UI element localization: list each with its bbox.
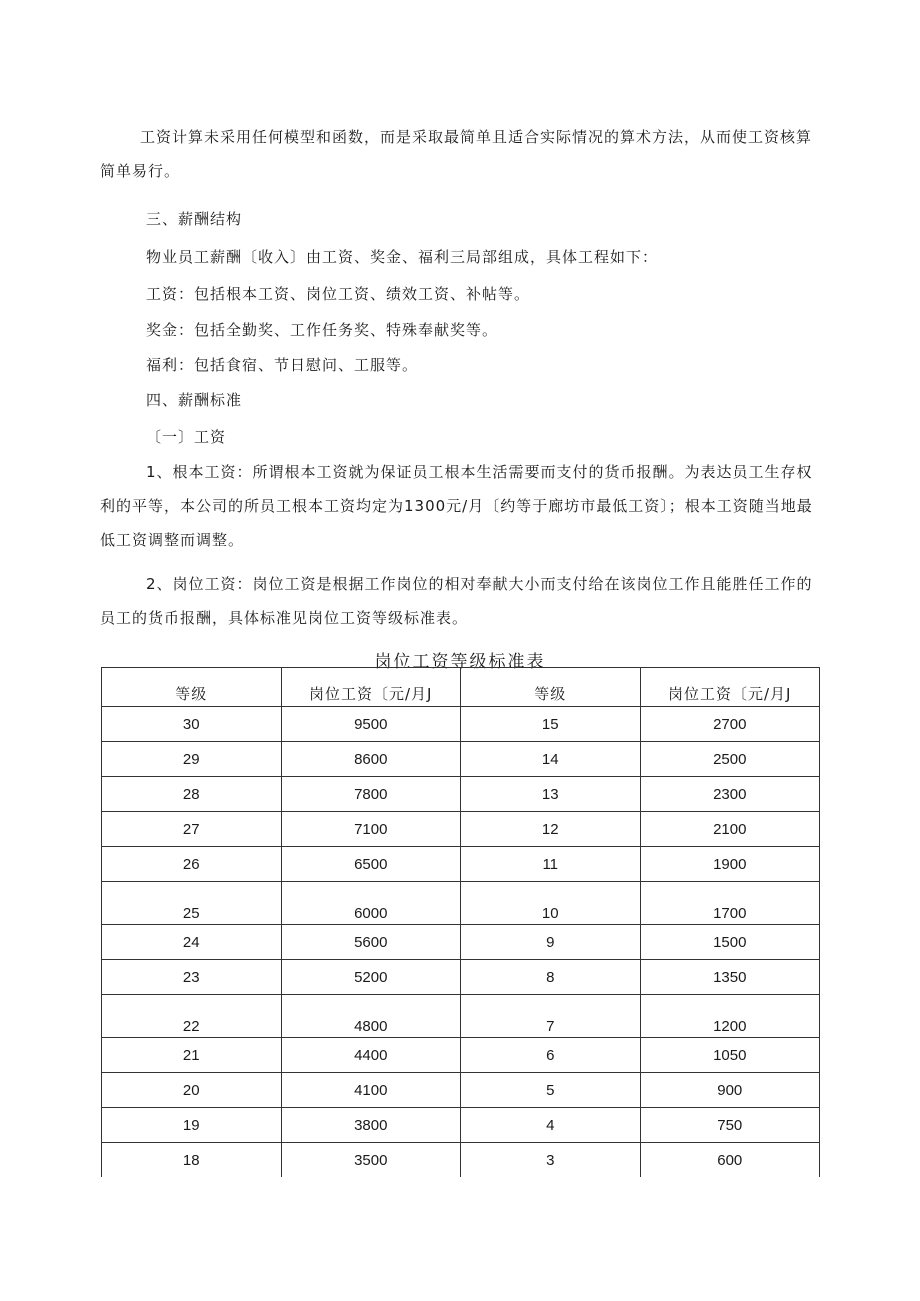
section-4-heading: 四、薪酬标准	[146, 391, 243, 409]
grade-cell: 24	[102, 925, 282, 960]
base-wage-paragraph: 1、根本工资：所谓根本工资就为保证员工根本生活需要而支付的货币报酬。为表达员工生存权利的平等，本公司的所员工根本工资均定为1300元/月〔约等于廊坊市最低工资〕；根本工资随当地最低工资调整而调整。	[100, 463, 813, 549]
table-row	[102, 812, 820, 847]
wage-cell: 5600	[281, 925, 461, 960]
wage-cell: 3500	[281, 1143, 461, 1178]
table-row	[102, 925, 820, 960]
table-row	[102, 1073, 820, 1108]
grade-cell: 23	[102, 960, 282, 995]
grade-cell: 26	[102, 847, 282, 882]
wage-cell: 900	[640, 1073, 820, 1108]
header-position-wage: 岗位工资〔元/月J	[281, 668, 461, 707]
grade-cell: 10	[461, 882, 641, 925]
wage-cell: 2100	[640, 812, 820, 847]
table-row	[102, 882, 820, 925]
wage-cell: 4400	[281, 1038, 461, 1073]
section-3-heading: 三、薪酬结构	[146, 210, 243, 228]
header-position-wage: 岗位工资〔元/月J	[640, 668, 820, 707]
wage-components: 工资：包括根本工资、岗位工资、绩效工资、补帖等。	[146, 285, 531, 303]
grade-cell: 28	[102, 777, 282, 812]
grade-cell: 15	[461, 707, 641, 742]
table-title: 岗位工资等级标准表	[374, 652, 546, 672]
grade-cell: 20	[102, 1073, 282, 1108]
grade-cell: 14	[461, 742, 641, 777]
grade-cell: 5	[461, 1073, 641, 1108]
table-row	[102, 995, 820, 1038]
grade-cell: 11	[461, 847, 641, 882]
wage-cell: 750	[640, 1108, 820, 1143]
wage-cell: 6500	[281, 847, 461, 882]
wage-cell: 5200	[281, 960, 461, 995]
welfare-components: 福利：包括食宿、节日慰问、工服等。	[146, 356, 419, 374]
wage-cell: 7100	[281, 812, 461, 847]
intro-paragraph: 工资计算未采用任何模型和函数，而是采取最简单且适合实际情况的算术方法，从而使工资核算简单易行。	[100, 128, 813, 180]
wage-cell: 1200	[640, 995, 820, 1038]
grade-cell: 13	[461, 777, 641, 812]
bonus-components: 奖金：包括全勤奖、工作任务奖、特殊奉献奖等。	[146, 321, 499, 339]
table-header-row	[102, 668, 820, 707]
wage-cell: 1050	[640, 1038, 820, 1073]
wage-cell: 2500	[640, 742, 820, 777]
header-grade: 等级	[102, 668, 282, 707]
grade-cell: 25	[102, 882, 282, 925]
position-wage-paragraph: 2、岗位工资：岗位工资是根据工作岗位的相对奉献大小而支付给在该岗位工作且能胜任工作的员工的货币报酬，具体标准见岗位工资等级标准表。	[100, 575, 813, 627]
table-row	[102, 847, 820, 882]
salary-structure-summary: 物业员工薪酬〔收入〕由工资、奖金、福利三局部组成，具体工程如下：	[146, 248, 659, 266]
subsection-wage-heading: 〔一〕工资	[146, 428, 227, 446]
wage-cell: 4800	[281, 995, 461, 1038]
grade-cell: 3	[461, 1143, 641, 1178]
table-row	[102, 742, 820, 777]
grade-cell: 6	[461, 1038, 641, 1073]
wage-cell: 8600	[281, 742, 461, 777]
wage-cell: 1900	[640, 847, 820, 882]
header-grade: 等级	[461, 668, 641, 707]
grade-cell: 21	[102, 1038, 282, 1073]
table-row	[102, 1108, 820, 1143]
wage-cell: 7800	[281, 777, 461, 812]
wage-cell: 3800	[281, 1108, 461, 1143]
table-row	[102, 960, 820, 995]
wage-cell: 600	[640, 1143, 820, 1178]
wage-cell: 4100	[281, 1073, 461, 1108]
wage-cell: 2300	[640, 777, 820, 812]
position-wage-grade-table	[101, 667, 820, 1177]
wage-cell: 1700	[640, 882, 820, 925]
grade-cell: 12	[461, 812, 641, 847]
wage-cell: 9500	[281, 707, 461, 742]
table-row	[102, 1143, 820, 1178]
grade-cell: 4	[461, 1108, 641, 1143]
grade-cell: 30	[102, 707, 282, 742]
grade-cell: 27	[102, 812, 282, 847]
wage-cell: 6000	[281, 882, 461, 925]
grade-cell: 8	[461, 960, 641, 995]
grade-cell: 18	[102, 1143, 282, 1178]
grade-cell: 29	[102, 742, 282, 777]
wage-cell: 1500	[640, 925, 820, 960]
wage-cell: 1350	[640, 960, 820, 995]
table-row	[102, 707, 820, 742]
table-row	[102, 777, 820, 812]
wage-cell: 2700	[640, 707, 820, 742]
grade-cell: 22	[102, 995, 282, 1038]
grade-cell: 19	[102, 1108, 282, 1143]
grade-cell: 7	[461, 995, 641, 1038]
table-row	[102, 1038, 820, 1073]
grade-cell: 9	[461, 925, 641, 960]
